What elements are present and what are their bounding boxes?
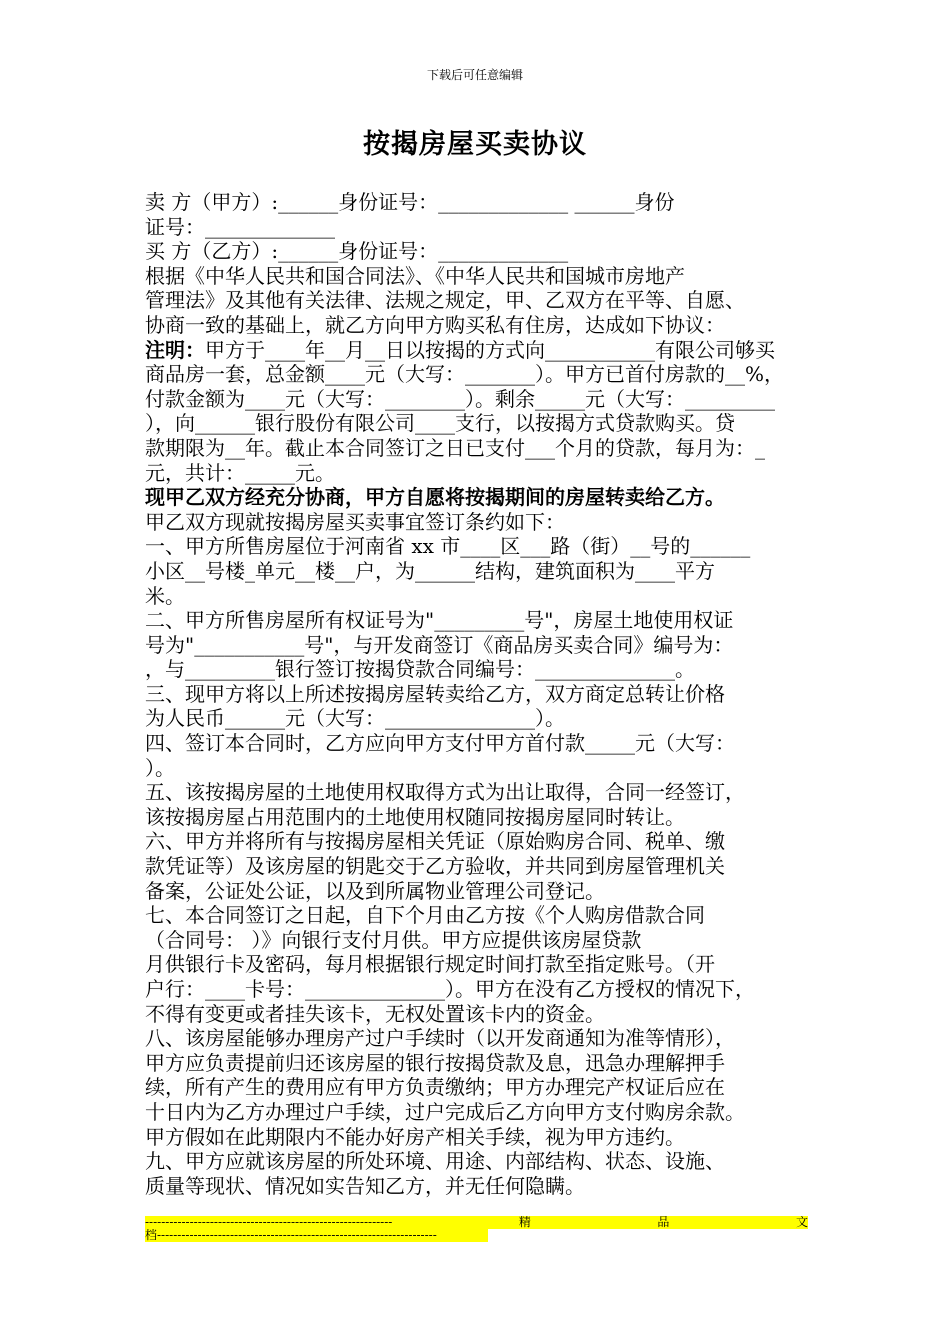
text-line: 一、甲方所售房屋位于河南省 xx 市____区___路（街）__号的______ [145, 534, 751, 559]
text-line: 号为"___________号"，与开发商签订《商品房买卖合同》编号为： [145, 632, 734, 657]
bold-lead: 注明： [145, 337, 205, 362]
text-line: 甲方假如在此期限内不能办好房产相关手续，视为甲方违约。 [145, 1124, 685, 1149]
text-line: 五、该按揭房屋的土地使用权取得方式为出让取得，合同一经签订， [145, 780, 745, 805]
text-line: 甲乙双方现就按揭房屋买卖事宜签订条约如下： [145, 509, 565, 534]
text-line: 付款金额为____元（大写：________）。剩余_____元（大写：_________ [145, 386, 775, 411]
text-line: 款凭证等）及该房屋的钥匙交于乙方验收，并共同到房屋管理机关 [145, 854, 725, 879]
text-line: 四、签订本合同时，乙方应向甲方支付甲方首付款_____元（大写： [145, 731, 735, 756]
footer-dashes: ------------------------------------------------------------- [145, 1216, 393, 1229]
text-line: 九、甲方应就该房屋的所处环境、用途、内部结构、状态、设施、 [145, 1149, 725, 1174]
text-line: 元，共计：_____元。 [145, 460, 335, 485]
text-line: 卖 方（甲方）:______身份证号：_____________ ______身份 [145, 190, 675, 214]
text-line: 为人民币______元（大写：_______________）。 [145, 706, 565, 731]
text-line: 现甲乙双方经充分协商，甲方自愿将按揭期间的房屋转卖给乙方。 [145, 485, 725, 510]
document-body [145, 190, 835, 1198]
footer-word-1: 精 [518, 1216, 531, 1229]
footer-row-2: 档--------------------------------------------------------------------- [145, 1229, 488, 1242]
text-line: 证号：_____________ [145, 214, 335, 239]
text-line: 米。 [145, 583, 185, 608]
text-line: 备案，公证处公证，以及到所属物业管理公司登记。 [145, 878, 605, 903]
text-line: ）。 [145, 755, 175, 780]
text-line: 七、本合同签订之日起，自下个月由乙方按《个人购房借款合同 [145, 903, 705, 928]
text-line: 六、甲方并将所有与按揭房屋相关凭证（原始购房合同、税单、缴 [145, 829, 725, 854]
text-line: 管理法》及其他有关法律、法规之规定，甲、乙双方在平等、自愿、 [145, 288, 745, 313]
text-line: 户行：____卡号：______________）。甲方在没有乙方授权的情况下， [145, 977, 755, 1001]
footer-watermark [145, 1216, 808, 1242]
text-line: 质量等现状、情况如实告知乙方，并无任何隐瞒。 [145, 1173, 585, 1198]
text-line: 协商一致的基础上，就乙方向甲方购买私有住房，达成如下协议： [145, 312, 725, 337]
text-line: 不得有变更或者挂失该卡，无权处置该卡内的资金。 [145, 1001, 605, 1026]
text-line: 三、现甲方将以上所述按揭房屋转卖给乙方，双方商定总转让价格 [145, 681, 725, 706]
text-line: 该按揭房屋占用范围内的土地使用权随同按揭房屋同时转让。 [145, 804, 685, 829]
text-line: （合同号： ）》向银行支付月供。甲方应提供该房屋贷款 [145, 927, 642, 952]
line-rest: 甲方于____年__月__日以按揭的方式向___________有限公司够买 [205, 337, 775, 362]
text-line: ，与_________银行签订按揭贷款合同编号：______________。 [145, 657, 695, 682]
text-line: 甲方应负责提前归还该房屋的银行按揭贷款及息，迅急办理解押手 [145, 1050, 725, 1075]
document-title: 按揭房屋买卖协议 [363, 129, 587, 160]
footer-row-1 [145, 1216, 808, 1229]
text-line: 根据《中华人民共和国合同法》、《中华人民共和国城市房地产 [145, 263, 685, 288]
text-line: 款期限为__年。截止本合同签订之日已支付___个月的贷款，每月为：_ [145, 435, 765, 460]
text-line [145, 338, 835, 363]
text-line: 二、甲方所售房屋所有权证号为"_________号"，房屋土地使用权证 [145, 608, 734, 633]
text-line: 八、该房屋能够办理房产过户手续时（以开发商通知为准等情形）， [145, 1026, 735, 1051]
text-line: 月供银行卡及密码，每月根据银行规定时间打款至指定账号。（开 [145, 952, 715, 977]
footer-word-2: 品 [657, 1216, 670, 1229]
footer-word-3: 文 [795, 1216, 808, 1229]
text-line: 商品房一套，总金额____元（大写：_______）。甲方已首付房款的__%， [145, 362, 785, 387]
text-line: ），向______银行股份有限公司____支行，以按揭方式贷款购买。贷 [145, 411, 735, 436]
text-line: 十日内为乙方办理过户手续，过户完成后乙方向甲方支付购房余款。 [145, 1099, 745, 1124]
text-line: 续，所有产生的费用应有甲方负责缴纳；甲方办理完产权证后应在 [145, 1075, 725, 1100]
text-line: 买 方（乙方）:______身份证号：_____________ [145, 239, 569, 264]
header-note: 下载后可任意编辑 [426, 68, 523, 82]
text-line: 小区__号楼_单元__楼__户，为______结构，建筑面积为____平方 [145, 558, 715, 583]
